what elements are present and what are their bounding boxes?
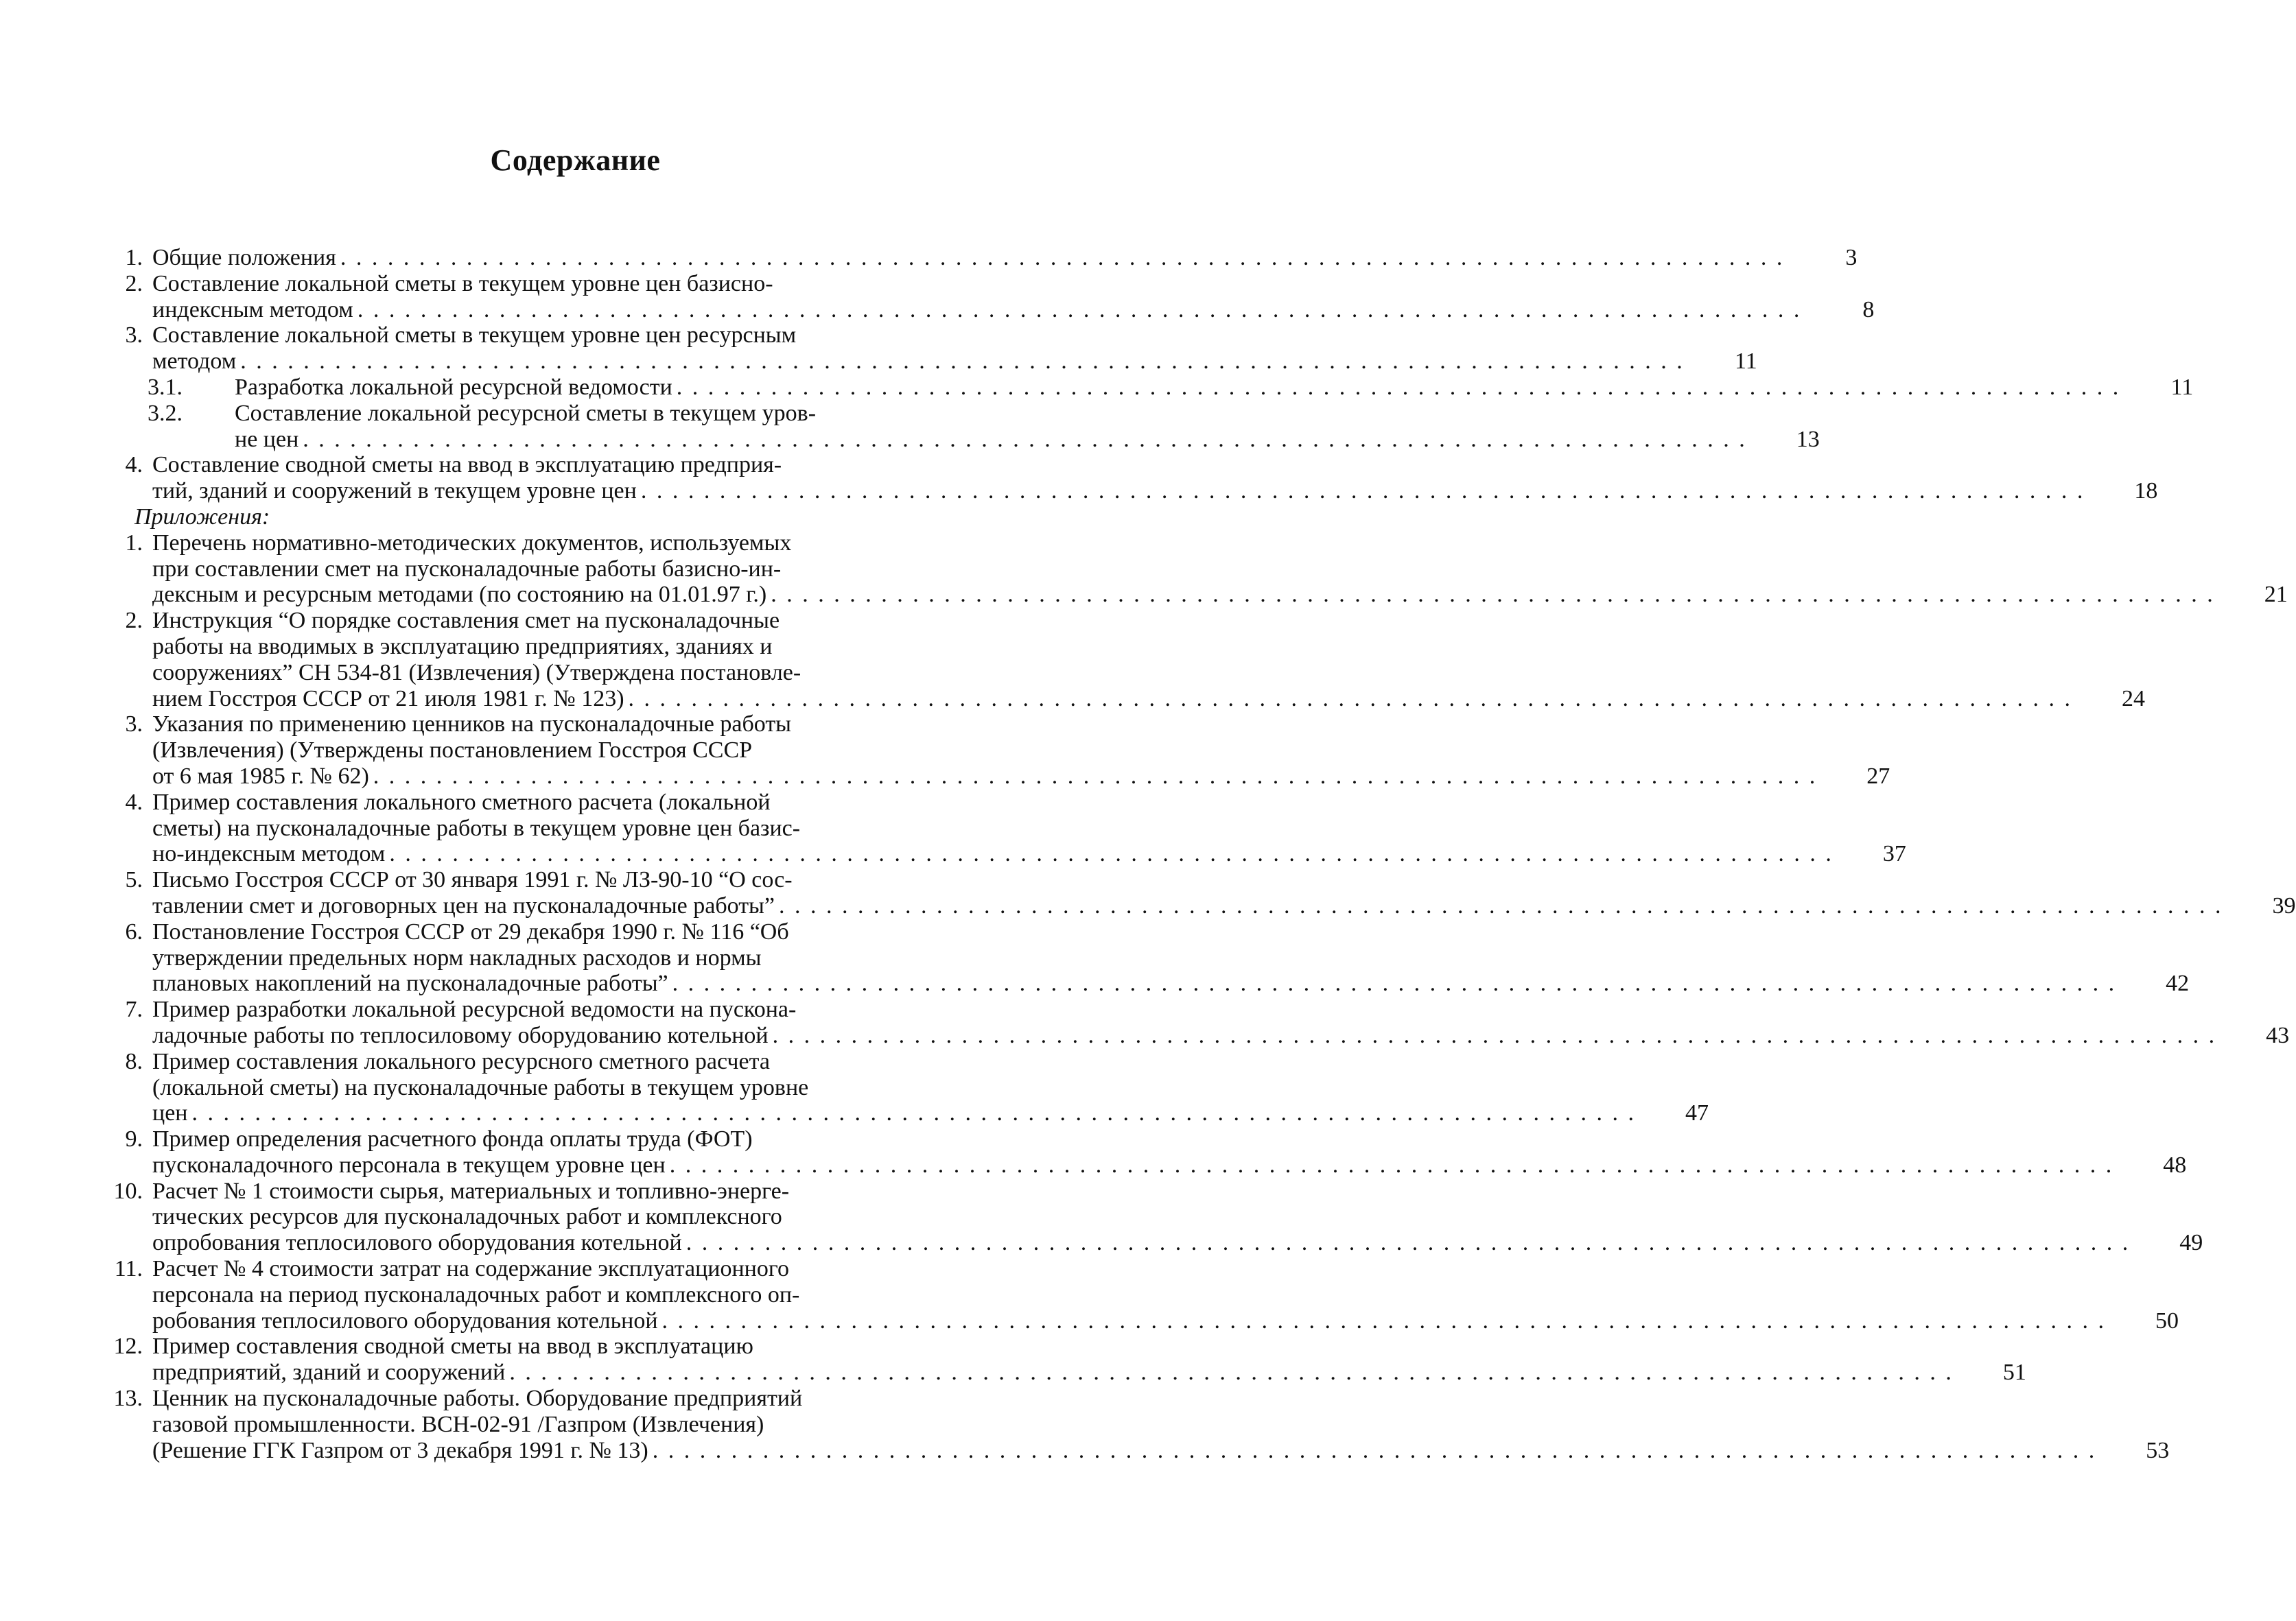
dot-leader: [358, 297, 1802, 323]
toc-entry-number: 2.: [125, 270, 143, 296]
toc-entry-page-number: 39: [2272, 892, 2296, 919]
toc-entry-page-number: 37: [1882, 841, 1906, 867]
toc-entry-number: 3.: [125, 711, 143, 737]
toc-appendix-section: [108, 530, 2296, 1464]
toc-entry-title-line: методом: [152, 348, 237, 375]
toc-entry-title-line: Инструкция “О порядке составления смет на пусконаладочные: [152, 608, 780, 634]
toc-entry-title-line: (Извлечения) (Утверждены постановлением Госстроя СССР: [152, 737, 753, 764]
toc-entry-title-line: дексным и ресурсным методами (по состоянию на 01.01.97 г.): [152, 582, 767, 608]
toc-main-section: [108, 245, 2194, 504]
toc-entry-page-number: 8: [1862, 296, 1875, 322]
dot-leader: [686, 1230, 2131, 1256]
toc-entry-title-line: персонала на период пусконаладочных работ и комплексного оп-: [152, 1281, 800, 1308]
toc-entry-title-line: Перечень нормативно-методических документов, используемых: [152, 530, 792, 556]
toc-entry-title-line: Составление сводной сметы на ввод в эксплуатацию предприя-: [152, 452, 782, 478]
toc-entry-title-line: цен: [152, 1100, 188, 1126]
toc-entry-number: 5.: [125, 867, 143, 893]
toc-entry[interactable]: [108, 608, 2146, 711]
dot-leader: [629, 686, 2073, 712]
toc-entry-title-line: Пример разработки локальной ресурсной ведомости на пускона-: [152, 997, 797, 1023]
toc-entry-number: 1.: [125, 245, 143, 270]
toc-entry-title-line: робования теплосилового оборудования котельной: [152, 1308, 658, 1334]
toc-entry-number: 10.: [113, 1178, 143, 1204]
dot-leader: [641, 478, 2085, 504]
toc-entry-page-number: 24: [2122, 685, 2146, 711]
dot-leader: [773, 1023, 2217, 1049]
toc-entry-page-number: 21: [2264, 582, 2288, 608]
toc-entry[interactable]: [108, 1178, 2203, 1256]
toc-entry[interactable]: [108, 270, 1875, 323]
toc-entry-page-number: 49: [2179, 1230, 2203, 1256]
toc-entry-page-number: 43: [2266, 1022, 2290, 1048]
appendix-heading: Приложения:: [134, 504, 270, 530]
dot-leader: [303, 427, 1747, 453]
toc-entry[interactable]: [108, 1334, 2026, 1386]
toc-entry-title-line: Составление локальной сметы в текущем уровне цен базисно-: [152, 270, 773, 296]
toc-entry-page-number: 27: [1866, 763, 1890, 789]
toc-entry[interactable]: [108, 322, 1757, 375]
toc-entry-title-line: тических ресурсов для пусконаладочных работ и комплексного: [152, 1204, 782, 1230]
toc-entry[interactable]: [108, 374, 2194, 401]
toc-entry-title-line: Общие положения: [152, 245, 336, 270]
page-title: Содержание: [490, 143, 661, 177]
toc-entry-page-number: 53: [2146, 1437, 2170, 1463]
toc-entry-number: 3.: [125, 322, 143, 348]
dot-leader: [240, 348, 1685, 375]
dot-leader: [509, 1360, 1954, 1386]
toc-entry-number: 4.: [125, 452, 143, 478]
toc-entry-title-line: Разработка локальной ресурсной ведомости: [235, 374, 672, 400]
toc-entry-title-line: плановых накоплений на пусконаладочные работы”: [152, 971, 668, 997]
toc-entry-title-line: тий, зданий и сооружений в текущем уровне цен: [152, 478, 637, 504]
toc-entry-number: 3.2.: [148, 400, 183, 426]
toc-entry-number: 12.: [113, 1334, 143, 1360]
toc-entry-title-line: Составление локальной сметы в текущем уровне цен ресурсным: [152, 322, 797, 348]
toc-entry-number: 1.: [125, 530, 143, 556]
toc-entry-title-line: при составлении смет на пусконаладочные работы базисно-ин-: [152, 556, 782, 582]
toc-entry[interactable]: [108, 919, 2190, 997]
toc-entry-number: 9.: [125, 1126, 143, 1152]
toc-entry-title-line: сооружениях” СН 534-81 (Извлечения) (Утверждена постановле-: [152, 659, 801, 685]
dot-leader: [373, 764, 1818, 790]
toc-entry[interactable]: [108, 711, 1890, 789]
toc-entry[interactable]: [108, 789, 1906, 867]
dot-leader: [340, 245, 1785, 271]
toc-entry-title-line: Расчет № 4 стоимости затрат на содержание эксплуатационного: [152, 1256, 789, 1282]
toc-entry-title-line: Ценник на пусконаладочные работы. Оборудование предприятий: [152, 1386, 803, 1412]
toc-entry-page-number: 50: [2155, 1308, 2179, 1334]
toc-entry-title-line: (локальной сметы) на пусконаладочные работы в текущем уровне: [152, 1074, 809, 1100]
toc-entry[interactable]: [108, 867, 2296, 919]
toc-entry-number: 3.1.: [148, 374, 183, 400]
toc-entry-title-line: Пример определения расчетного фонда оплаты труда (ФОТ): [152, 1126, 753, 1152]
toc-entry-title-line: тавлении смет и договорных цен на пусконаладочные работы”: [152, 892, 775, 919]
toc-entry-number: 4.: [125, 789, 143, 815]
dot-leader: [389, 841, 1834, 867]
dot-leader: [677, 375, 2121, 401]
toc-entry-page-number: 13: [1796, 426, 1820, 452]
toc-entry-title-line: не цен: [235, 426, 299, 452]
toc-entry-number: 6.: [125, 919, 143, 945]
dot-leader: [670, 1152, 2114, 1179]
toc-entry-number: 13.: [113, 1386, 143, 1412]
toc-entry-page-number: 18: [2134, 478, 2158, 504]
toc-entry[interactable]: [108, 245, 1858, 271]
toc-entry[interactable]: [108, 530, 2288, 608]
toc-entry-title-line: Пример составления локального ресурсного сметного расчета: [152, 1048, 770, 1074]
dot-leader: [662, 1308, 2107, 1334]
toc-entry-page-number: 48: [2163, 1152, 2187, 1178]
toc-entry-number: 2.: [125, 608, 143, 634]
toc-entry-title-line: нием Госстроя СССР от 21 июля 1981 г. № 123): [152, 685, 624, 711]
toc-entry-page-number: 11: [1734, 348, 1757, 375]
toc-entry-title-line: газовой промышленности. ВСН-02-91 /Газпром (Извлечения): [152, 1411, 764, 1437]
toc-entry-title-line: пусконаладочного персонала в текущем уровне цен: [152, 1152, 666, 1178]
dot-leader: [779, 893, 2223, 919]
dot-leader: [653, 1438, 2097, 1464]
toc-entry-title-line: предприятий, зданий и сооружений: [152, 1360, 506, 1386]
toc-entry[interactable]: [108, 452, 2158, 504]
dot-leader: [672, 971, 2117, 997]
toc-entry-title-line: Составление локальной ресурсной сметы в текущем уров-: [235, 400, 817, 426]
toc-entry-title-line: но-индексным методом: [152, 841, 386, 867]
dot-leader: [191, 1100, 1636, 1126]
toc-entry-title-line: Постановление Госстроя СССР от 29 декабря 1990 г. № 116 “Об: [152, 919, 789, 945]
toc-entry-title-line: Указания по применению ценников на пусконаладочные работы: [152, 711, 792, 737]
toc-entry-number: 11.: [114, 1256, 143, 1282]
toc-entry-title-line: Пример составления локального сметного расчета (локальной: [152, 789, 771, 815]
toc-entry-title-line: Пример составления сводной сметы на ввод в эксплуатацию: [152, 1334, 753, 1360]
dot-leader: [771, 582, 2215, 608]
toc-entry-title-line: (Решение ГГК Газпром от 3 декабря 1991 г. № 13): [152, 1437, 648, 1463]
toc-entry-title-line: Расчет № 1 стоимости сырья, материальных и топливно-энерге-: [152, 1178, 790, 1204]
toc-entry-title-line: сметы) на пусконаладочные работы в текущем уровне цен базис-: [152, 815, 801, 841]
toc-entry[interactable]: [108, 1256, 2179, 1334]
toc-entry[interactable]: [108, 997, 2290, 1049]
toc-entry-page-number: 11: [2170, 374, 2194, 400]
toc-entry[interactable]: [108, 1386, 2170, 1463]
toc-entry-title-line: утверждении предельных норм накладных расходов и нормы: [152, 945, 762, 971]
toc-entry-title-line: индексным методом: [152, 296, 353, 322]
toc-entry[interactable]: [108, 1126, 2187, 1179]
toc-entry-number: 8.: [125, 1048, 143, 1074]
table-of-contents: [108, 245, 2296, 1463]
toc-entry-title-line: ладочные работы по теплосиловому оборудованию котельной: [152, 1022, 769, 1048]
toc-entry-title-line: опробования теплосилового оборудования котельной: [152, 1230, 682, 1256]
toc-entry-number: 7.: [125, 997, 143, 1023]
toc-entry-title-line: от 6 мая 1985 г. № 62): [152, 763, 369, 789]
toc-entry-page-number: 47: [1685, 1100, 1709, 1126]
toc-entry[interactable]: [108, 400, 1820, 453]
toc-entry[interactable]: [108, 1048, 1709, 1126]
toc-entry-page-number: 42: [2166, 971, 2190, 997]
toc-entry-page-number: 51: [2002, 1360, 2026, 1386]
toc-entry-page-number: 3: [1845, 245, 1858, 270]
toc-entry-title-line: Письмо Госстроя СССР от 30 января 1991 г. № ЛЗ-90-10 “О сос-: [152, 867, 793, 893]
toc-entry-title-line: работы на вводимых в эксплуатацию предприятиях, зданиях и: [152, 633, 773, 659]
